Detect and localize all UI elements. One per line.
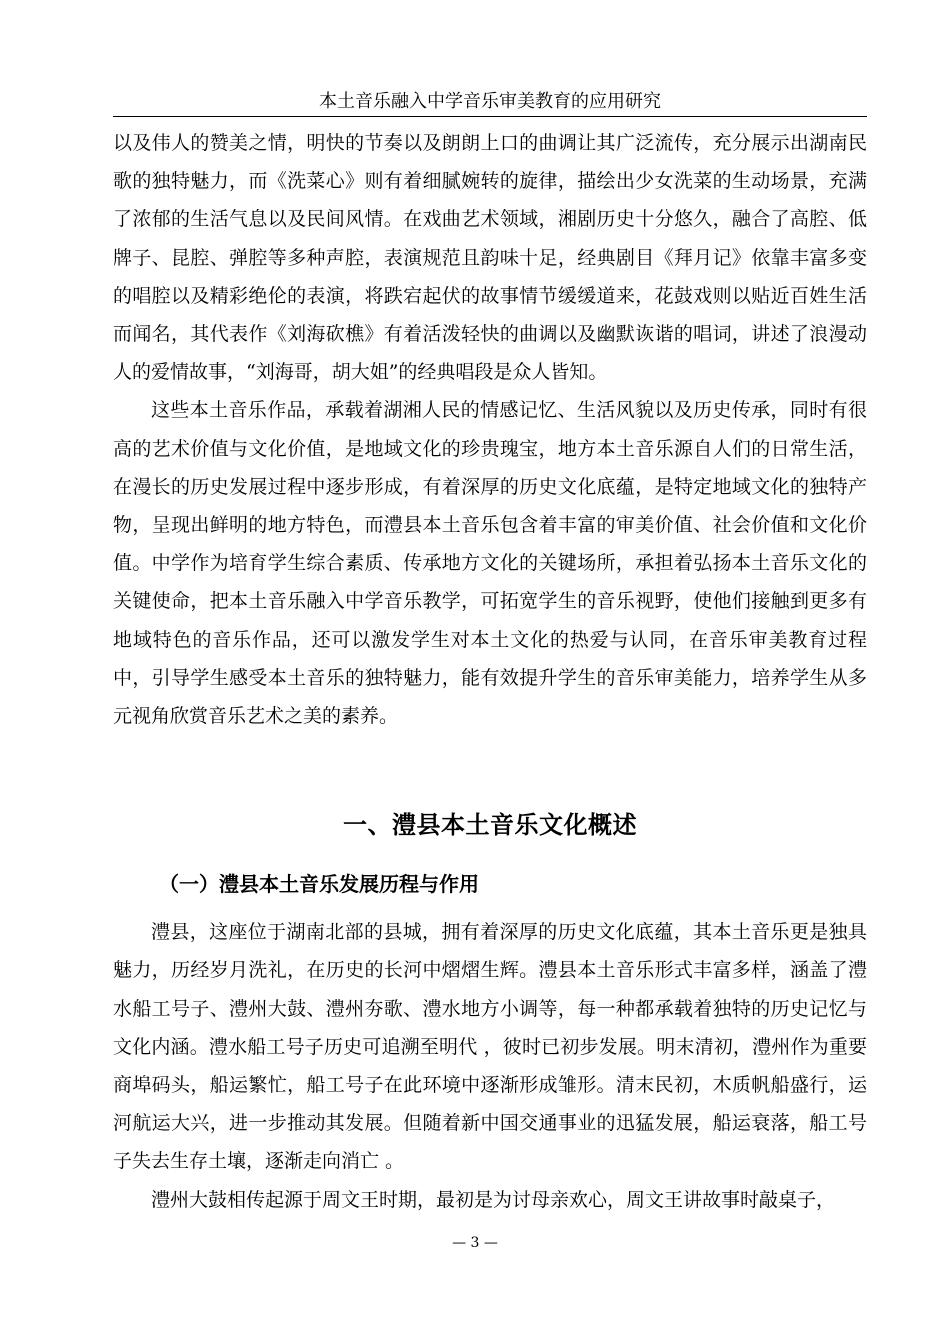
running-header (113, 88, 867, 117)
paragraph: 澧县，这座位于湖南北部的县城，拥有着深厚的历史文化底蕴，其本土音乐更是独具魅力，历经岁月洗礼，在历史的长河中熠熠生辉。澧县本土音乐形式丰富多样，涵盖了澧水船工号子、澧州大鼓、澧州夯歌、澧水地方小调等，每一种都承载着独特的历史记忆与文化内涵。澧水船工号子历史可追溯至明代 ，彼时已初步发展。明末清初，澧州作为重要商埠码头，船运繁忙，船工号子在此环境中逐渐形成雏形。清末民初，木质帆船盛行，运河航运大兴，进一步推动其发展。但随着新中国交通事业的迅猛发展，船运衰落，船工号子失去生存土壤，逐渐走向消亡 。 (113, 921, 867, 1173)
paragraph: 这些本土音乐作品，承载着湖湘人民的情感记忆、生活风貌以及历史传承，同时有很高的艺术价值与文化价值，是地域文化的珍贵瑰宝，地方本土音乐源自人们的日常生活，在漫长的历史发展过程中逐步形成，有着深厚的历史文化底蕴，是特定地域文化的独特产物，呈现出鲜明的地方特色，而澧县本土音乐包含着丰富的审美价值、社会价值和文化价值。中学作为培育学生综合素质、传承地方文化的关键场所，承担着弘扬本土音乐文化的关键使命，把本土音乐融入中学音乐教学，可拓宽学生的音乐视野，使他们接触到更多有地域特色的音乐作品，还可以激发学生对本土文化的热爱与认同，在音乐审美教育过程中，引导学生感受本土音乐的独特魅力，能有效提升学生的音乐审美能力，培养学生从多元视角欣赏音乐艺术之美的素养。 (113, 399, 867, 728)
paragraph-continued: 以及伟人的赞美之情，明快的节奏以及朗朗上口的曲调让其广泛流传，充分展示出湖南民歌的独特魅力，而《洗菜心》则有着细腻婉转的旋律，描绘出少女洗菜的生动场景，充满了浓郁的生活气息以及民间风情。在戏曲艺术领域，湘剧历史十分悠久，融合了高腔、低牌子、昆腔、弹腔等多种声腔，表演规范且韵味十足，经典剧目《拜月记》依靠丰富多变的唱腔以及精彩绝伦的表演，将跌宕起伏的故事情节缓缓道来，花鼓戏则以贴近百姓生活而闻名，其代表作《刘海砍樵》有着活泼轻快的曲调以及幽默诙谐的唱词，讲述了浪漫动人的爱情故事，“刘海哥，胡大姐”的经典唱段是众人皆知。 (113, 132, 867, 384)
page-body (113, 124, 867, 1219)
section-heading: 一、澧县本土音乐文化概述 (343, 811, 637, 840)
page-number: — 3 — (452, 1235, 498, 1251)
running-header-title: 本土音乐融入中学音乐审美教育的应用研究 (319, 91, 661, 112)
subsection-heading: （一）澧县本土音乐发展历程与作用 (159, 872, 479, 897)
paragraph: 澧州大鼓相传起源于周文王时期，最初是为讨母亲欢心，周文王讲故事时敲桌子， (151, 1188, 836, 1211)
